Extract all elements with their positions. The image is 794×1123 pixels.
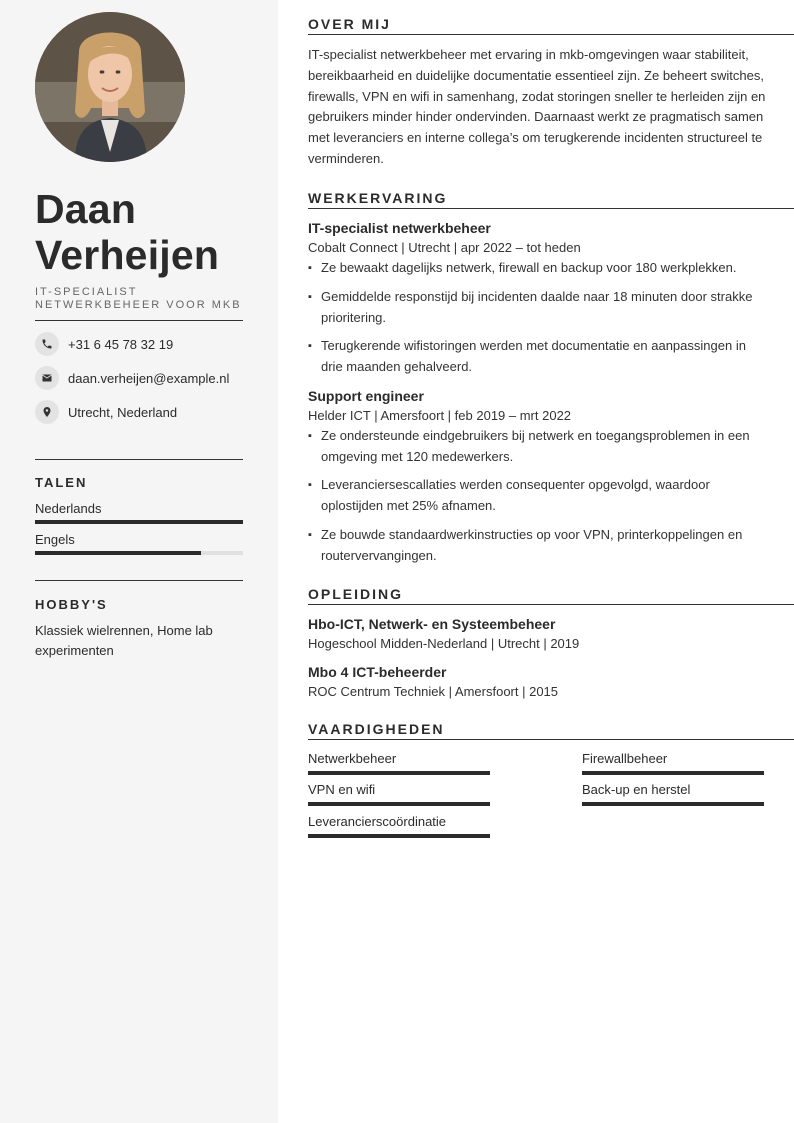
skill-level-fill — [308, 802, 490, 806]
languages-heading: TALEN — [35, 475, 88, 490]
skills-heading: VAARDIGHEDEN — [308, 721, 794, 740]
about-text: IT-specialist netwerkbeheer met ervaring in mkb-omgevingen waar stabiliteit, bereikbaarheid en duidelijke documentatie essentieel zijn. Ze beheert switches, firewalls, VPN en wifi in samenhang, zodat storingen sneller te herleiden zijn en gebruikers minder hinder ondervinden. Daarnaast werkt ze pragmatisch samen met leveranciers en interne collega’s om terugkerende incidenten structureel te verminderen. — [308, 47, 766, 166]
job-bullet: ▪ Leveranciersescallaties werden consequenter opgevolgd, waardoor oplostijden met 25% afnamen. — [308, 475, 758, 516]
skill-name: Leverancierscoördinatie — [308, 814, 447, 829]
job-meta: Cobalt Connect | Utrecht | apr 2022 – tot heden — [308, 240, 581, 255]
education-meta: Hogeschool Midden-Nederland | Utrecht | 2019 — [308, 636, 580, 651]
hobbies-text: Klassiek wielrennen, Home lab experimenten — [35, 623, 213, 658]
skill-level-bar — [582, 802, 764, 806]
location-text: Utrecht, Nederland — [68, 404, 178, 420]
sidebar — [0, 0, 278, 1123]
about-heading: OVER MIJ — [308, 16, 794, 35]
language-level-bar — [35, 520, 243, 524]
divider — [35, 580, 243, 581]
job-title: IT-specialist netwerkbeheer — [308, 220, 491, 236]
name-first: Daan — [35, 186, 137, 232]
skill-name: Back-up en herstel — [582, 782, 691, 797]
role-line-2: NETWERKBEHEER VOOR MKB — [35, 299, 242, 311]
skill-item — [582, 781, 764, 806]
language-name: Nederlands — [35, 501, 102, 516]
contact-email — [35, 366, 265, 390]
divider — [35, 459, 243, 460]
job-meta: Helder ICT | Amersfoort | feb 2019 – mrt 2022 — [308, 408, 572, 423]
mail-icon — [35, 366, 59, 390]
phone-number[interactable]: +31 6 45 78 32 19 — [68, 336, 174, 352]
skill-level-bar — [308, 802, 490, 806]
name-last: Verheijen — [35, 232, 220, 278]
divider — [35, 320, 243, 321]
skill-level-fill — [582, 771, 764, 775]
job-title: Support engineer — [308, 388, 424, 404]
phone-icon — [35, 332, 59, 356]
skill-level-fill — [308, 771, 490, 775]
skill-level-fill — [582, 802, 764, 806]
email-address[interactable]: daan.verheijen@example.nl — [68, 370, 230, 386]
skill-level-bar — [308, 771, 490, 775]
language-level-fill — [35, 520, 243, 524]
education-title: Mbo 4 ICT-beheerder — [308, 664, 447, 680]
role-line-1: IT-SPECIALIST — [35, 286, 138, 298]
job-role — [35, 286, 255, 312]
job-bullet: ▪ Ze bouwde standaardwerkinstructies op voor VPN, printerkoppelingen en routervervangingen. — [308, 525, 758, 566]
language-name: Engels — [35, 532, 75, 547]
job-bullet: ▪ Terugkerende wifistoringen werden met documentatie en aanpassingen in drie maanden gehalveerd. — [308, 336, 758, 377]
contact-phone — [35, 332, 265, 356]
hobbies-heading: HOBBY'S — [35, 597, 108, 612]
job-bullet: ▪ Ze bewaakt dagelijks netwerk, firewall en backup voor 180 werkplekken. — [308, 258, 758, 279]
skill-name: Firewallbeheer — [582, 751, 668, 766]
skill-level-fill — [308, 834, 490, 838]
experience-heading: WERKERVARING — [308, 190, 794, 209]
job-bullet: ▪ Ze ondersteunde eindgebruikers bij netwerk en toegangsproblemen in een omgeving met 120 medewerkers. — [308, 426, 758, 467]
person-name — [35, 186, 265, 278]
skill-item — [308, 750, 490, 775]
skill-item — [582, 750, 764, 775]
skill-name: Netwerkbeheer — [308, 751, 397, 766]
skill-item — [308, 781, 490, 806]
job-bullet: ▪ Gemiddelde responstijd bij incidenten daalde naar 18 minuten door strakke prioritering. — [308, 287, 758, 328]
skill-level-bar — [308, 834, 490, 838]
language-level-fill — [35, 551, 201, 555]
education-meta: ROC Centrum Techniek | Amersfoort | 2015 — [308, 684, 559, 699]
skill-level-bar — [582, 771, 764, 775]
skill-name: VPN en wifi — [308, 782, 376, 797]
contact-location — [35, 400, 265, 424]
education-heading: OPLEIDING — [308, 586, 794, 605]
education-title: Hbo-ICT, Netwerk- en Systeembeheer — [308, 616, 556, 632]
profile-photo — [35, 12, 185, 162]
location-pin-icon — [35, 400, 59, 424]
language-level-bar — [35, 551, 243, 555]
skill-item — [308, 813, 490, 838]
